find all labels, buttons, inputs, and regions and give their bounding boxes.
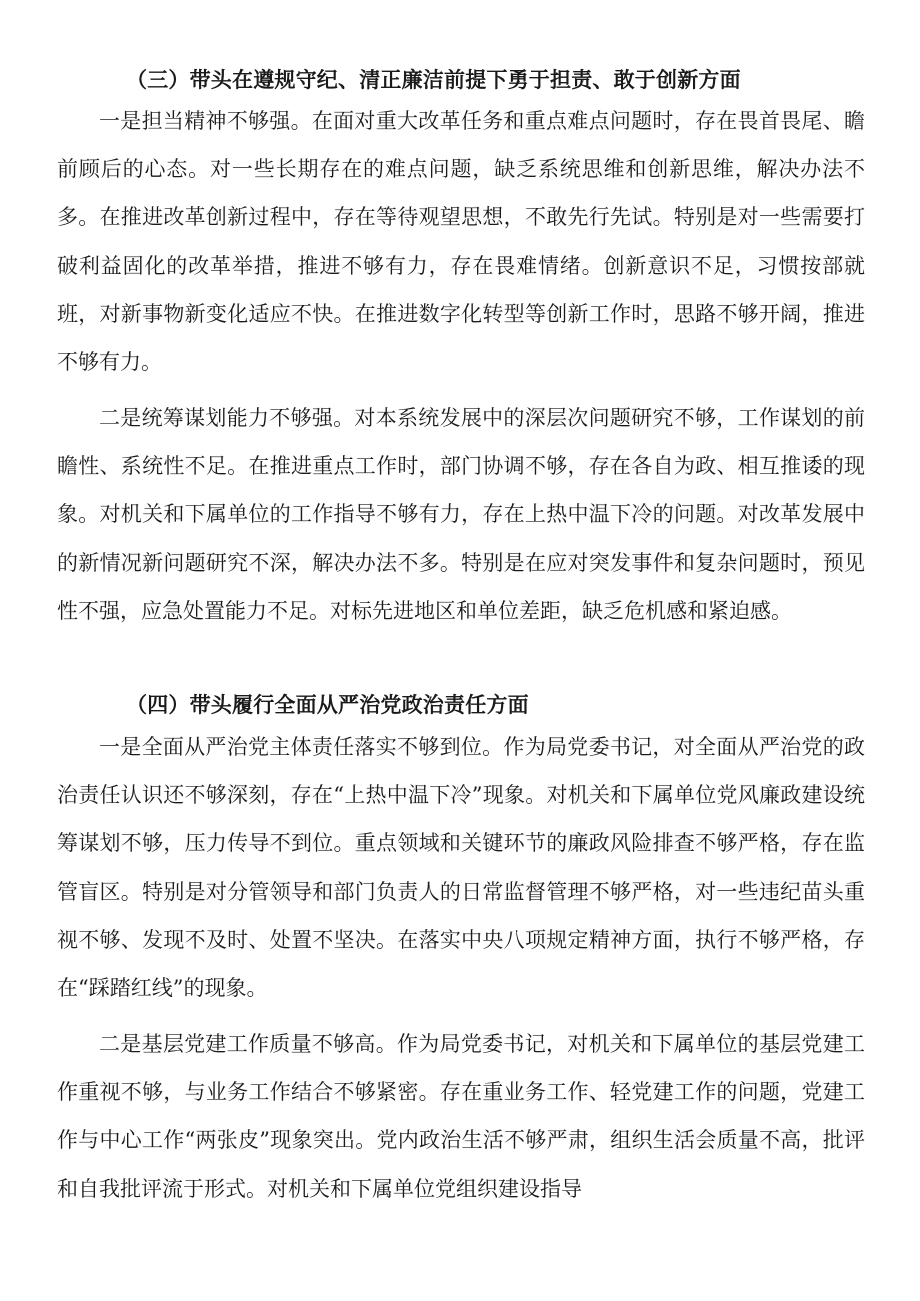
section-4-paragraph-2: 二是基层党建工作质量不够高。作为局党委书记，对机关和下属单位的基层党建工作重视不够，与业务工作结合不够紧密。存在重业务工作、轻党建工作的问题，党建工作与中心工作“两张皮”现象突出。党内政治生活不够严肃，组织生活会质量不高，批评和自我批评流于形式。对机关和下属单位党组织建设指导	[57, 1032, 865, 1201]
section-3-heading: （三）带头在遵规守纪、清正廉洁前提下勇于担责、敢于创新方面	[126, 67, 741, 92]
section-4-heading: （四）带头履行全面从严治党政治责任方面	[126, 692, 529, 717]
section-4-paragraph-1: 一是全面从严治党主体责任落实不够到位。作为局党委书记，对全面从严治党的政治责任认识还不够深刻，存在“上热中温下冷”现象。对机关和下属单位党风廉政建设统筹谋划不够，压力传导不到位。重点领域和关键环节的廉政风险排查不够严格，存在监管盲区。特别是对分管领导和部门负责人的日常监督管理不够严格，对一些违纪苗头重视不够、发现不及时、处置不坚决。在落实中央八项规定精神方面，执行不够严格，存在“踩踏红线”的现象。	[57, 735, 865, 1001]
section-3-paragraph-2: 二是统筹谋划能力不够强。对本系统发展中的深层次问题研究不够，工作谋划的前瞻性、系统性不足。在推进重点工作时，部门协调不够，存在各自为政、相互推诿的现象。对机关和下属单位的工作指导不够有力，存在上热中温下冷的问题。对改革发展中的新情况新问题研究不深，解决办法不多。特别是在应对突发事件和复杂问题时，预见性不强，应急处置能力不足。对标先进地区和单位差距，缺乏危机感和紧迫感。	[57, 406, 865, 623]
section-3-paragraph-1: 一是担当精神不够强。在面对重大改革任务和重点难点问题时，存在畏首畏尾、瞻前顾后的心态。对一些长期存在的难点问题，缺乏系统思维和创新思维，解决办法不多。在推进改革创新过程中，存在等待观望思想，不敢先行先试。特别是对一些需要打破利益固化的改革举措，推进不够有力，存在畏难情绪。创新意识不足，习惯按部就班，对新事物新变化适应不快。在推进数字化转型等创新工作时，思路不够开阔，推进不够有力。	[57, 109, 865, 375]
